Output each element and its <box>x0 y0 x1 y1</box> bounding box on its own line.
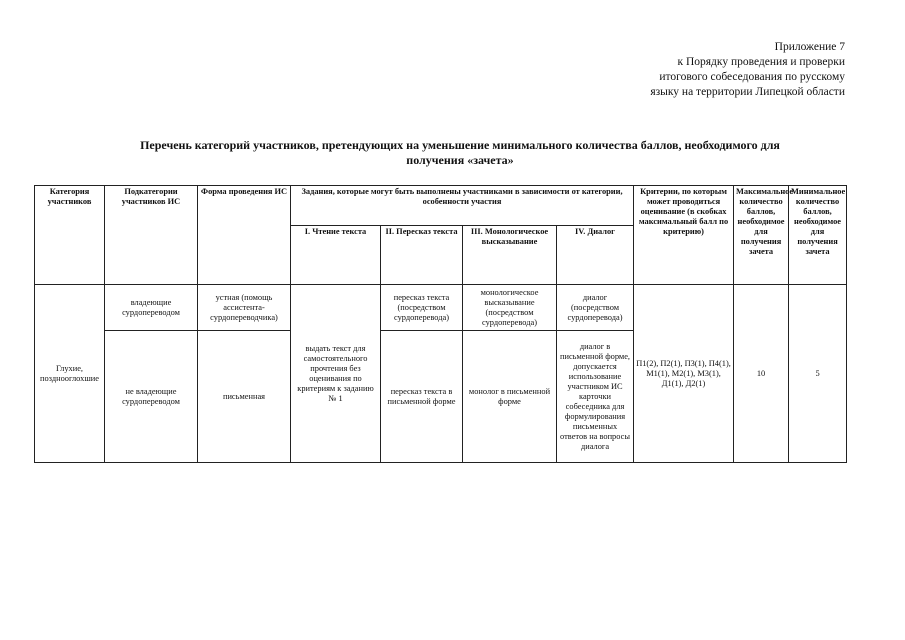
title-line-2: получения «зачета» <box>406 153 514 167</box>
appendix-header <box>650 40 845 100</box>
cell-subcategory-2: не владеющие сурдопереводом <box>105 331 198 463</box>
header-tasks: Задания, которые могут быть выполнены участниками в зависимости от категории, особенности участия <box>291 186 634 226</box>
cell-task-3-row-1: монологическое высказывание (посредством сурдоперевода) <box>463 285 557 331</box>
header-criteria: Критерии, по которым может проводиться оценивание (в скобках максимальный балл по критерию) <box>634 186 734 285</box>
cell-task-4-row-2: диалог в письменной форме, допускается использование участником ИС карточки собеседника для формулирования письменных ответов на вопросы диалога <box>557 331 634 463</box>
appendix-line-1: Приложение 7 <box>774 41 845 53</box>
header-task-2: II. Пересказ текста <box>381 226 463 285</box>
cell-max-score: 10 <box>734 285 789 463</box>
header-task-3: III. Монологическое высказывание <box>463 226 557 285</box>
header-row-1 <box>35 186 847 226</box>
header-category: Категория участников <box>35 186 105 285</box>
appendix-line-2: к Порядку проведения и проверки <box>677 56 845 68</box>
cell-task-2-row-2: пересказ текста в письменной форме <box>381 331 463 463</box>
header-task-1: I. Чтение текста <box>291 226 381 285</box>
header-min-score: Минимальное количество баллов, необходимое для получения зачета <box>789 186 847 285</box>
cell-task-1-shared: выдать текст для самостоятельного прочтения без оценивания по критериям к заданию № 1 <box>291 285 381 463</box>
cell-form-2: письменная <box>198 331 291 463</box>
cell-task-3-row-2: монолог в письменной форме <box>463 331 557 463</box>
table-row-sign-language <box>35 285 847 331</box>
document-title <box>70 138 850 168</box>
cell-form-1: устная (помощь ассистента-сурдопереводчика) <box>198 285 291 331</box>
header-form: Форма проведения ИС <box>198 186 291 285</box>
title-line-1: Перечень категорий участников, претендующих на уменьшение минимального количества баллов, необходимого для <box>140 138 780 152</box>
cell-category: Глухие, позднооглохшие <box>35 285 105 463</box>
cell-criteria: П1(2), П2(1), П3(1), П4(1), М1(1), М2(1), М3(1), Д1(1), Д2(1) <box>634 285 734 463</box>
header-subcategory: Подкатегории участников ИС <box>105 186 198 285</box>
cell-task-2-row-1: пересказ текста (посредством сурдоперевода) <box>381 285 463 331</box>
cell-min-score: 5 <box>789 285 847 463</box>
header-max-score: Максимальное количество баллов, необходимое для получения зачета <box>734 186 789 285</box>
header-task-4: IV. Диалог <box>557 226 634 285</box>
cell-task-4-row-1: диалог (посредством сурдоперевода) <box>557 285 634 331</box>
appendix-line-3: итогового собеседования по русскому <box>659 71 845 83</box>
appendix-line-4: языку на территории Липецкой области <box>650 86 845 98</box>
categories-table <box>34 185 847 463</box>
cell-subcategory-1: владеющие сурдопереводом <box>105 285 198 331</box>
